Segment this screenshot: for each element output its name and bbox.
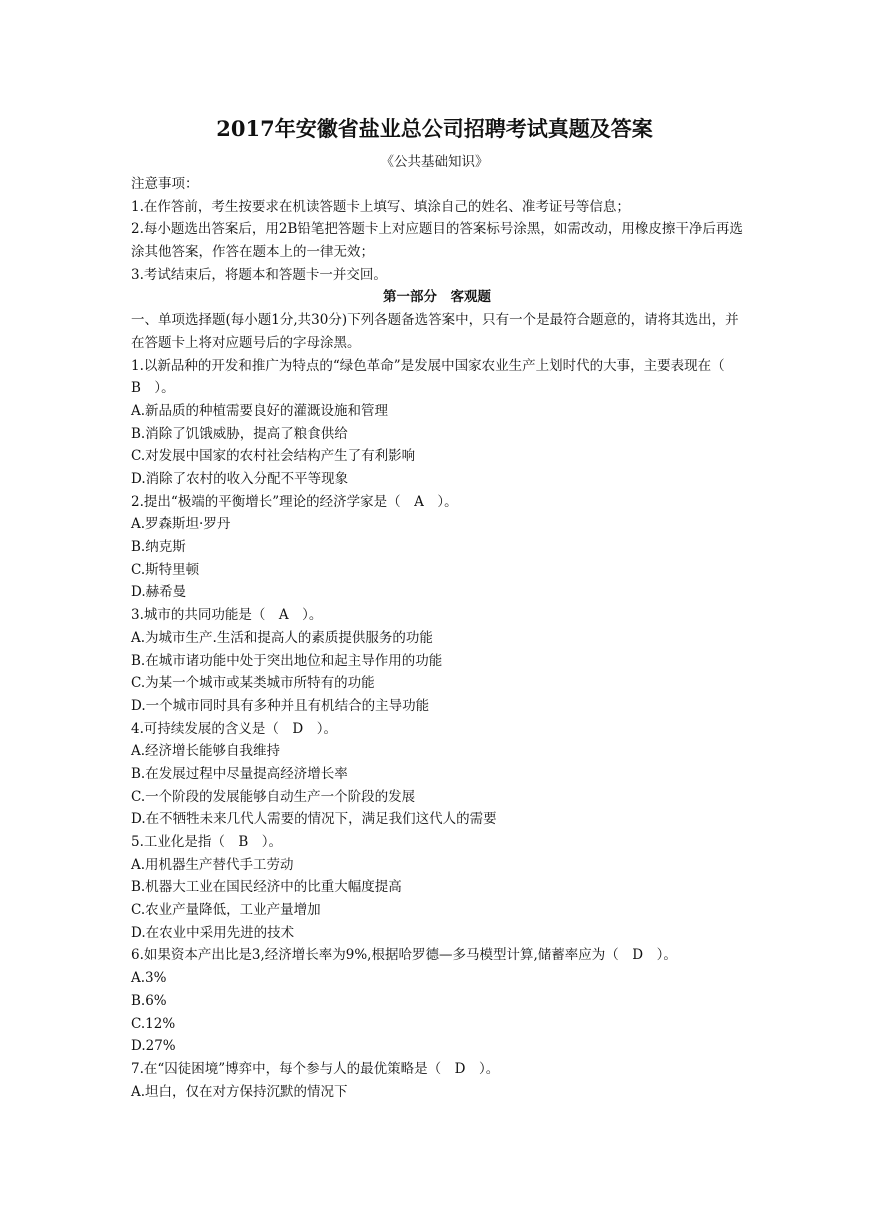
- question-option: C.农业产量降低，工业产量增加: [131, 902, 321, 919]
- question-option: A.新品质的种植需要良好的灌溉设施和管理: [131, 402, 389, 419]
- question-stem: 1.以新品种的开发和推广为特点的“绿色革命”是发展中国家农业生产上划时代的大事，主要表现在（ B ）。: [131, 357, 739, 397]
- question-stem: 7.在“囚徒困境”博弈中，每个参与人的最优策略是（ D ）。: [131, 1060, 500, 1077]
- question-option: B.在城市诸功能中处于突出地位和起主导作用的功能: [131, 652, 443, 669]
- question-stem: 6.如果资本产出比是3,经济增长率为9%,根据哈罗德—多马模型计算,储蓄率应为（ D ）。: [131, 947, 677, 964]
- question-option: B.纳克斯: [131, 539, 186, 556]
- section-instructions: 一、单项选择题(每小题1分,共30分)下列各题备选答案中，只有一个是最符合题意的，请将其选出，并在答题卡上将对应题号后的字母涂黑。: [131, 312, 739, 351]
- question-option: C.为某一个城市或某类城市所特有的功能: [131, 675, 375, 692]
- question-option: A.用机器生产替代手工劳动: [131, 856, 294, 873]
- question-option: A.经济增长能够自我维持: [131, 743, 281, 760]
- question-option: D.一个城市同时具有多种并且有机结合的主导功能: [131, 697, 430, 714]
- question-option: B.在发展过程中尽量提高经济增长率: [131, 765, 348, 782]
- document-body: [131, 173, 743, 1103]
- question-option: D.消除了农村的收入分配不平等现象: [131, 471, 349, 488]
- question-option: A.罗森斯坦·罗丹: [131, 516, 231, 533]
- notice-item: 1.在作答前，考生按要求在机读答题卡上填写、填涂自己的姓名、准考证号等信息；: [131, 198, 630, 215]
- question-option: D.在不牺牲未来几代人需要的情况下，满足我们这代人的需要: [131, 811, 497, 828]
- section-title: 第一部分 客观题: [383, 289, 491, 306]
- question-option: C.一个阶段的发展能够自动生产一个阶段的发展: [131, 788, 416, 805]
- notice-item: 3.考试结束后，将题本和答题卡一并交回。: [131, 266, 387, 283]
- question-option: D.赫希曼: [131, 584, 187, 601]
- question-option: C.对发展中国家的农村社会结构产生了有利影响: [131, 448, 416, 465]
- question-option: B.消除了饥饿威胁，提高了粮食供给: [131, 425, 348, 442]
- question-option: A.为城市生产.生活和提高人的素质提供服务的功能: [131, 629, 433, 646]
- question-option: C.12%: [131, 1015, 176, 1032]
- document-title: 2017年安徽省盐业总公司招聘考试真题及答案: [216, 116, 653, 141]
- notice-heading: 注意事项：: [131, 176, 199, 192]
- question-stem: 2.提出“极端的平衡增长”理论的经济学家是（ A ）。: [131, 493, 458, 510]
- notice-item: 2.每小题选出答案后，用2B铅笔把答题卡上对应题目的答案标号涂黑，如需改动，用橡皮擦干净后再选涂其他答案，作答在题本上的一律无效；: [131, 221, 743, 261]
- question-stem: 3.城市的共同功能是（ A ）。: [131, 607, 323, 624]
- question-option: A.3%: [131, 970, 167, 987]
- question-option: D.在农业中采用先进的技术: [131, 924, 295, 941]
- question-option: D.27%: [131, 1038, 176, 1055]
- question-option: B.机器大工业在国民经济中的比重大幅度提高: [131, 879, 402, 896]
- question-option: C.斯特里顿: [131, 561, 200, 578]
- question-stem: 5.工业化是指（ B ）。: [131, 834, 283, 851]
- document-subtitle: 《公共基础知识》: [380, 154, 489, 170]
- question-option: B.6%: [131, 992, 167, 1009]
- question-option: A.坦白，仅在对方保持沉默的情况下: [131, 1083, 348, 1100]
- question-stem: 4.可持续发展的含义是（ D ）。: [131, 720, 337, 737]
